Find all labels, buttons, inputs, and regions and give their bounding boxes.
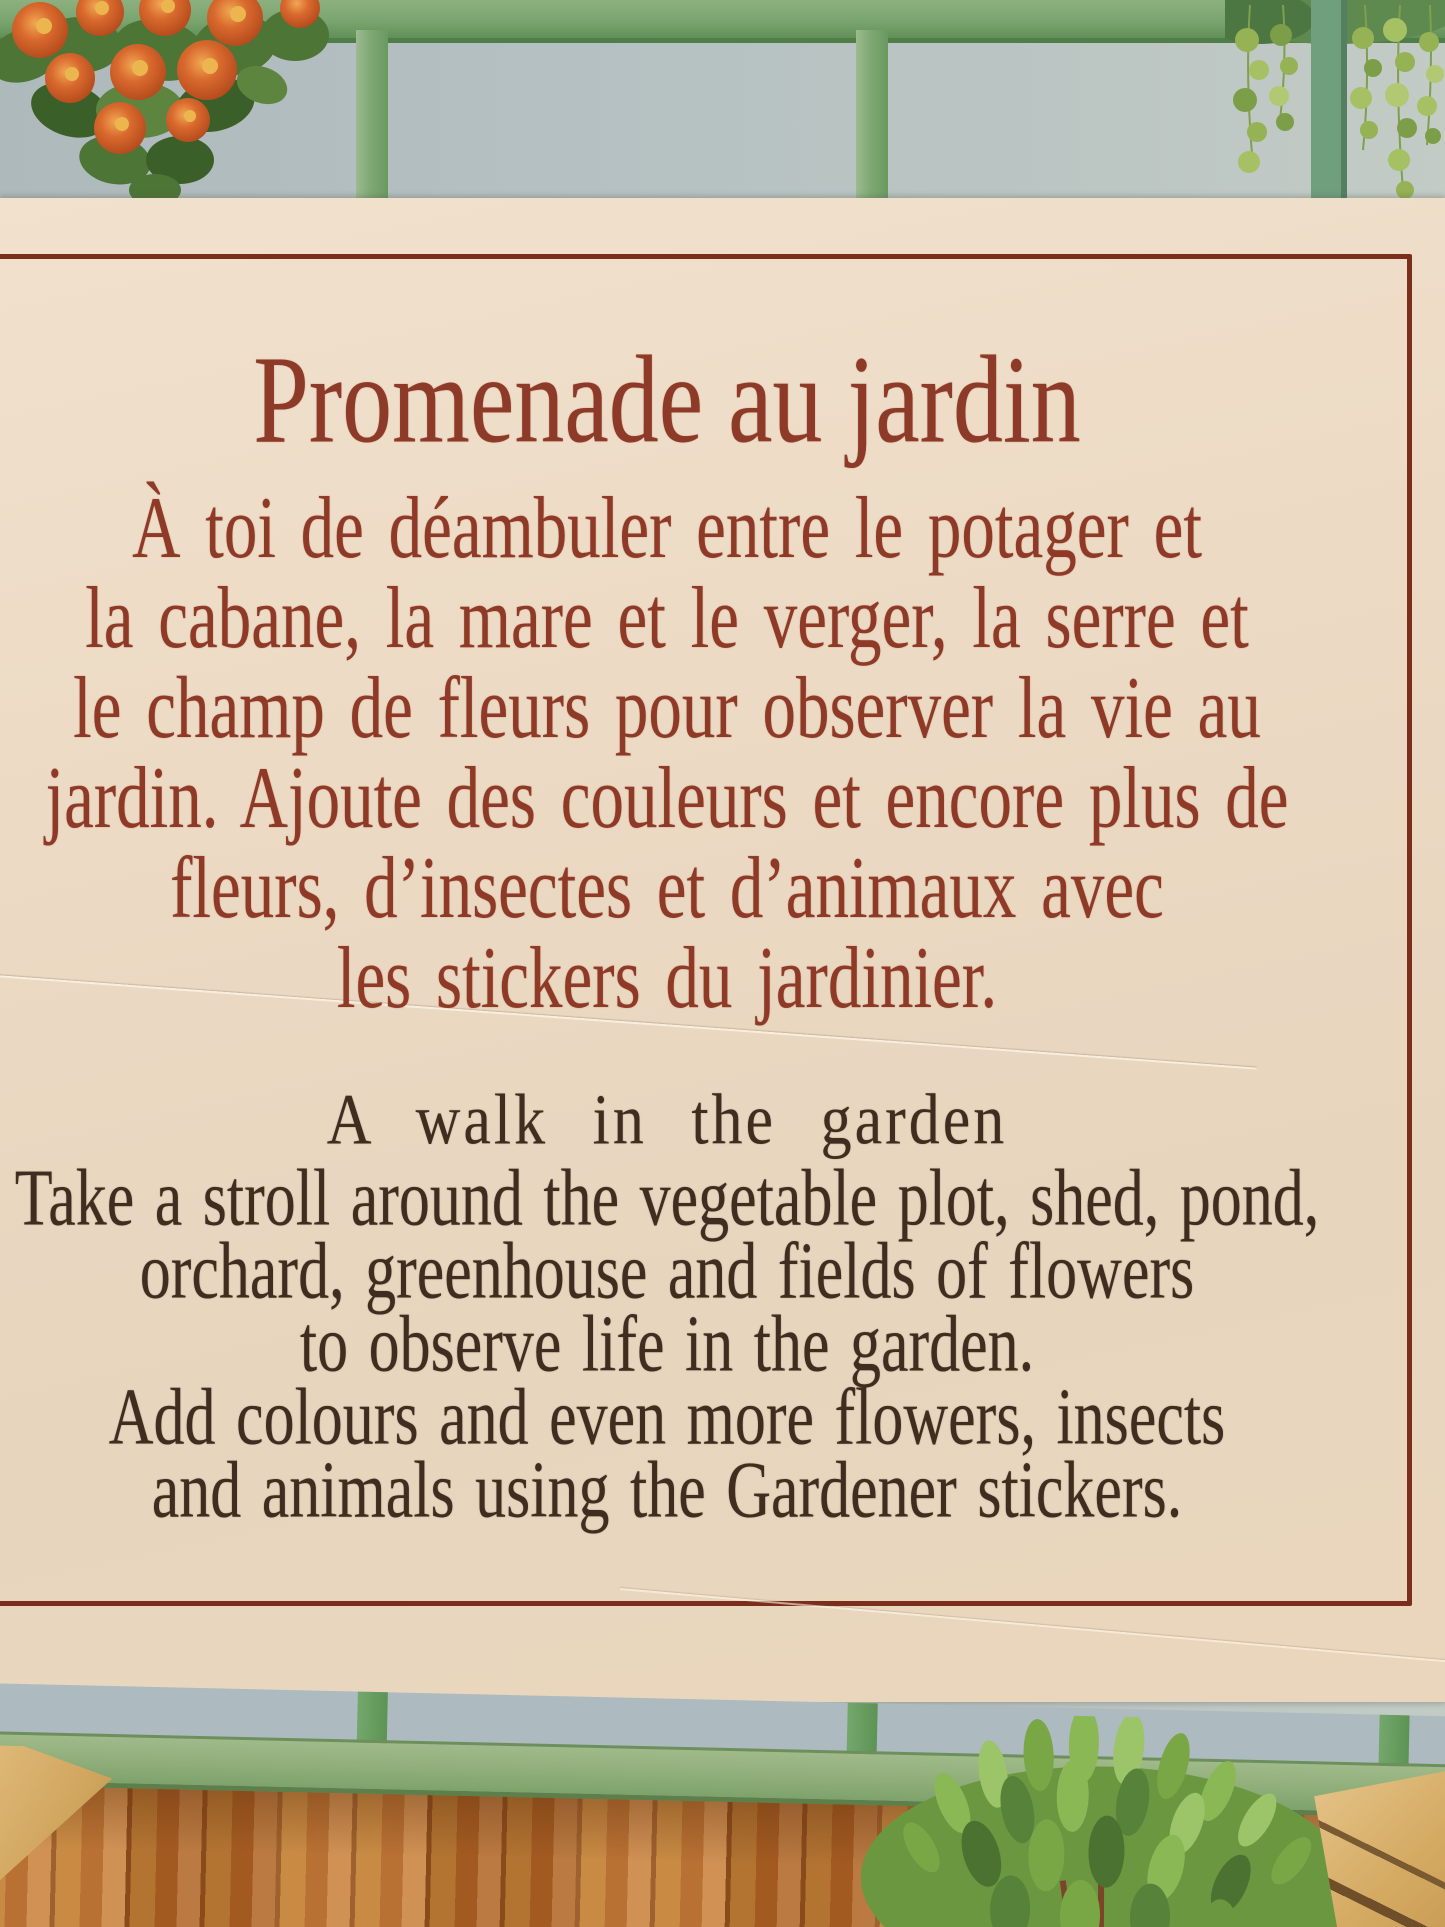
french-line: les stickers du jardinier. bbox=[336, 929, 998, 1027]
english-line: orchard, greenhouse and fields of flowers bbox=[139, 1227, 1195, 1316]
english-line: Add colours and even more flowers, insects bbox=[108, 1373, 1226, 1462]
greenhouse-mullion-center bbox=[856, 30, 888, 205]
english-line: and animals using the Gardener stickers. bbox=[151, 1446, 1183, 1535]
instruction-card bbox=[0, 198, 1445, 1702]
french-line: fleurs, d’insectes et d’animaux avec bbox=[170, 839, 1164, 937]
card-border bbox=[0, 254, 1412, 1606]
french-line: la cabane, la mare et le verger, la serre et bbox=[85, 569, 1249, 667]
greenhouse-mullion-left bbox=[356, 30, 388, 205]
garden-bush-illustration bbox=[829, 1710, 1395, 1927]
french-line: jardin. Ajoute des couleurs et encore plus de bbox=[45, 749, 1289, 847]
garden-scene bbox=[0, 1683, 1445, 1927]
french-line: À toi de déambuler entre le potager et bbox=[132, 479, 1202, 577]
marigold-flowers-illustration bbox=[0, 0, 345, 210]
hanging-vine-illustration bbox=[1225, 0, 1445, 215]
english-line: to observe life in the garden. bbox=[299, 1300, 1035, 1389]
french-line: le champ de fleurs pour observer la vie au bbox=[73, 659, 1261, 757]
french-title: Promenade au jardin bbox=[253, 330, 1081, 469]
english-title: A walk in the garden bbox=[326, 1080, 1008, 1160]
english-line: Take a stroll around the vegetable plot, shed, pond, bbox=[14, 1154, 1320, 1243]
